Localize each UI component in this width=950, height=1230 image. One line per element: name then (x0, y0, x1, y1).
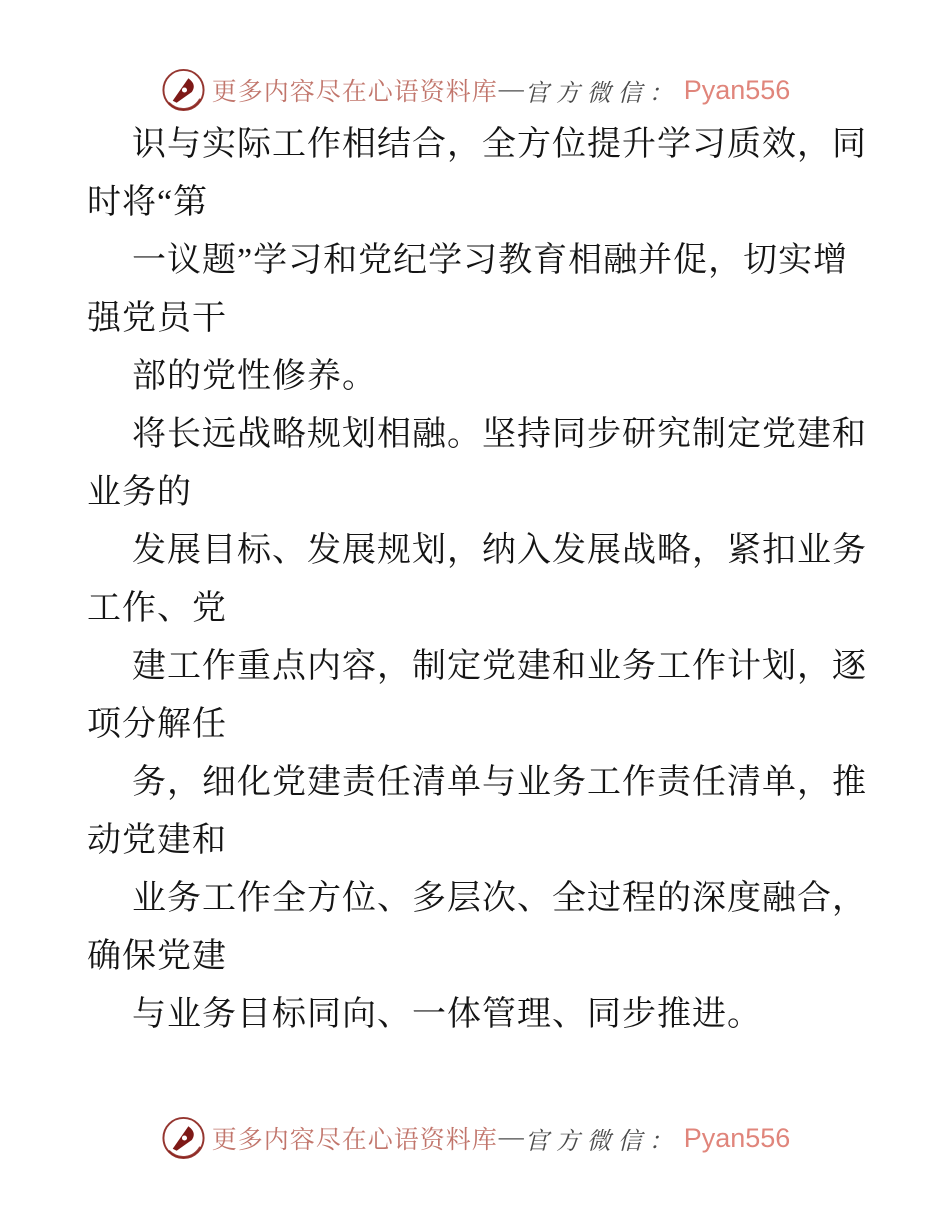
brand-text: 更多内容尽在心语资料库 (211, 1127, 498, 1154)
wechat-id: Pyan556 (683, 74, 791, 105)
text-line: 时将“第 (87, 184, 209, 221)
text-line: 部的党性修养。 (132, 358, 377, 395)
separator-dash: — (498, 76, 524, 103)
header-watermark (0, 64, 950, 116)
text-line: 工作、党 (87, 590, 227, 627)
wechat-label: 官方微信： (524, 80, 680, 107)
text-line: 发展目标、发展规划，纳入发展战略，紧扣业务 (132, 532, 867, 569)
pen-nib-logo-icon (160, 1113, 207, 1163)
text-line: 业务工作全方位、多层次、全过程的深度融合， (132, 880, 867, 917)
text-line: 将长远战略规划相融。坚持同步研究制定党建和 (132, 416, 867, 453)
text-line: 确保党建 (87, 938, 227, 975)
text-line: 项分解任 (87, 706, 227, 743)
pen-nib-logo-icon (160, 65, 207, 115)
text-line: 一议题”学习和党纪学习教育相融并促，切实增 (132, 242, 849, 279)
text-line: 识与实际工作相结合，全方位提升学习质效，同 (132, 126, 867, 163)
wechat-label: 官方微信： (524, 1128, 680, 1155)
text-line: 建工作重点内容，制定党建和业务工作计划，逐 (132, 648, 867, 685)
document-body (87, 116, 900, 1044)
text-line: 务，细化党建责任清单与业务工作责任清单，推 (132, 764, 867, 801)
text-line: 动党建和 (87, 822, 227, 859)
wechat-id: Pyan556 (683, 1122, 791, 1153)
separator-dash: — (498, 1124, 524, 1151)
brand-text: 更多内容尽在心语资料库 (211, 79, 498, 106)
text-line: 与业务目标同向、一体管理、同步推进。 (132, 996, 762, 1033)
text-line: 强党员干 (87, 300, 227, 337)
text-line: 业务的 (87, 474, 192, 511)
footer-watermark (0, 1112, 950, 1164)
